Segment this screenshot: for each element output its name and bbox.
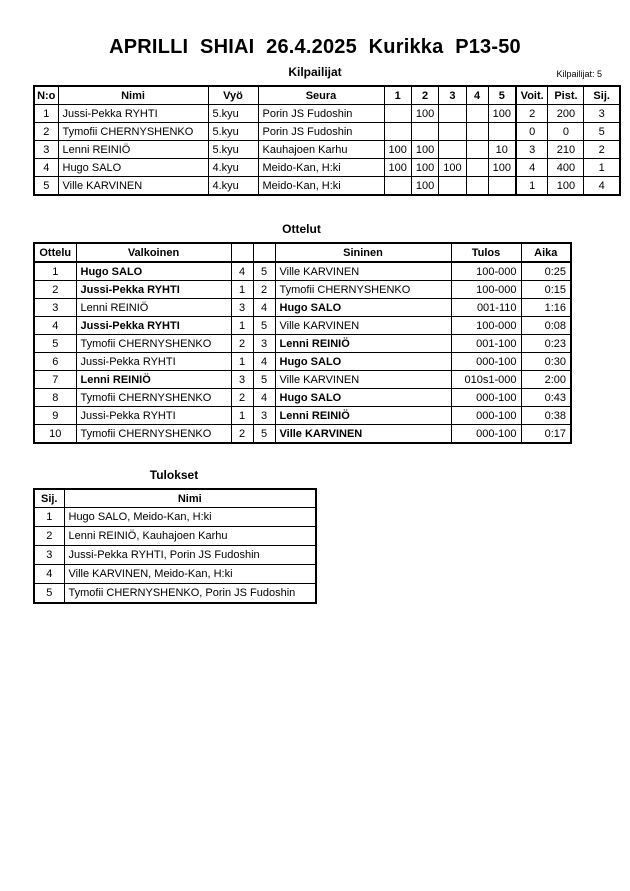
results-header-row xyxy=(34,489,316,508)
score-vs-5 xyxy=(488,123,516,141)
competitor-points: 200 xyxy=(548,105,584,123)
result-name: Hugo SALO, Meido-Kan, H:ki xyxy=(64,508,316,527)
matches-section-head xyxy=(0,222,630,238)
blue-name xyxy=(275,371,451,389)
match-row xyxy=(34,335,571,353)
col-header-time: Aika xyxy=(521,243,571,262)
white-number: 1 xyxy=(231,353,253,371)
score-vs-1 xyxy=(384,177,411,196)
score-vs-4 xyxy=(466,105,488,123)
white-name-text: Lenni REINIÖ xyxy=(80,373,151,386)
competitor-name: Ville KARVINEN xyxy=(58,177,208,196)
blue-name-text: Lenni REINIÖ xyxy=(279,409,350,422)
result-row xyxy=(34,508,316,527)
result-row xyxy=(34,546,316,565)
competitor-place: 3 xyxy=(584,105,620,123)
blue-number: 2 xyxy=(253,281,275,299)
col-header-place: Sij. xyxy=(34,489,64,508)
blue-name-text: Lenni REINIÖ xyxy=(279,337,350,350)
white-name xyxy=(76,317,231,335)
col-header-4: 4 xyxy=(466,86,488,105)
match-no: 10 xyxy=(34,425,76,444)
col-header-points: Pist. xyxy=(548,86,584,105)
col-header-2: 2 xyxy=(411,86,438,105)
col-header-no: N:o xyxy=(34,86,58,105)
match-result: 000-100 xyxy=(451,425,521,444)
competitors-count: Kilpailijat: 5 xyxy=(556,69,602,79)
competitor-row xyxy=(34,141,620,159)
blue-name-text: Ville KARVINEN xyxy=(279,265,360,278)
score-vs-5 xyxy=(488,177,516,196)
match-row xyxy=(34,425,571,444)
match-result: 010s1-000 xyxy=(451,371,521,389)
competitor-points: 400 xyxy=(548,159,584,177)
competitor-name: Lenni REINIÖ xyxy=(58,141,208,159)
competitor-place: 5 xyxy=(584,123,620,141)
col-header-place: Sij. xyxy=(584,86,620,105)
result-place: 4 xyxy=(34,565,64,584)
score-vs-1 xyxy=(384,123,411,141)
matches-section-title: Ottelut xyxy=(282,222,321,236)
competitor-club: Porin JS Fudoshin xyxy=(258,105,384,123)
score-vs-1: 100 xyxy=(384,159,411,177)
result-place: 3 xyxy=(34,546,64,565)
white-name-text: Hugo SALO xyxy=(80,265,143,278)
competitor-no: 1 xyxy=(34,105,58,123)
match-time: 0:08 xyxy=(521,317,571,335)
match-row xyxy=(34,299,571,317)
white-name-text: Jussi-Pekka RYHTI xyxy=(80,283,180,296)
competitor-row xyxy=(34,159,620,177)
blue-number: 5 xyxy=(253,317,275,335)
white-number: 1 xyxy=(231,281,253,299)
blue-number: 4 xyxy=(253,353,275,371)
blue-number: 5 xyxy=(253,425,275,444)
result-place: 1 xyxy=(34,508,64,527)
white-name xyxy=(76,281,231,299)
score-vs-4 xyxy=(466,123,488,141)
match-result: 000-100 xyxy=(451,353,521,371)
score-vs-1 xyxy=(384,105,411,123)
match-row xyxy=(34,262,571,281)
score-vs-3: 100 xyxy=(439,159,466,177)
blue-name xyxy=(275,407,451,425)
competitor-no: 2 xyxy=(34,123,58,141)
score-vs-2 xyxy=(411,123,438,141)
match-time: 2:00 xyxy=(521,371,571,389)
match-result: 100-000 xyxy=(451,317,521,335)
competitor-belt: 5.kyu xyxy=(208,123,258,141)
match-no: 8 xyxy=(34,389,76,407)
match-result: 100-000 xyxy=(451,281,521,299)
score-vs-4 xyxy=(466,159,488,177)
white-name-text: Jussi-Pekka RYHTI xyxy=(80,319,180,332)
match-time: 0:25 xyxy=(521,262,571,281)
col-header-name: Nimi xyxy=(64,489,316,508)
white-name xyxy=(76,389,231,407)
competitor-points: 210 xyxy=(548,141,584,159)
match-no: 3 xyxy=(34,299,76,317)
competitor-belt: 5.kyu xyxy=(208,141,258,159)
blue-name-text: Hugo SALO xyxy=(279,355,342,368)
competitor-place: 1 xyxy=(584,159,620,177)
competitor-belt: 4.kyu xyxy=(208,159,258,177)
col-header-belt: Vyö xyxy=(208,86,258,105)
competitor-points: 100 xyxy=(548,177,584,196)
competitor-row xyxy=(34,123,620,141)
match-result: 100-000 xyxy=(451,262,521,281)
white-name-text: Jussi-Pekka RYHTI xyxy=(80,355,176,368)
blue-name xyxy=(275,281,451,299)
result-name: Jussi-Pekka RYHTI, Porin JS Fudoshin xyxy=(64,546,316,565)
results-section-title: Tulokset xyxy=(149,468,199,482)
competitor-belt: 4.kyu xyxy=(208,177,258,196)
match-time: 0:23 xyxy=(521,335,571,353)
blue-name xyxy=(275,425,451,444)
competitors-section-head xyxy=(0,65,630,81)
competitor-club: Kauhajoen Karhu xyxy=(258,141,384,159)
col-header-white: Valkoinen xyxy=(76,243,231,262)
white-number: 1 xyxy=(231,317,253,335)
page-title: APRILLI SHIAI 26.4.2025 Kurikka P13-50 xyxy=(109,36,521,58)
blue-name xyxy=(275,299,451,317)
match-row xyxy=(34,317,571,335)
white-number: 3 xyxy=(231,371,253,389)
score-vs-4 xyxy=(466,141,488,159)
matches-header-row xyxy=(34,243,571,262)
match-row xyxy=(34,371,571,389)
white-number: 2 xyxy=(231,389,253,407)
blue-name-text: Ville KARVINEN xyxy=(279,373,360,386)
blue-name xyxy=(275,317,451,335)
blue-name xyxy=(275,262,451,281)
competitor-name: Hugo SALO xyxy=(58,159,208,177)
score-vs-3 xyxy=(439,123,466,141)
result-row xyxy=(34,565,316,584)
result-row xyxy=(34,584,316,604)
result-name: Ville KARVINEN, Meido-Kan, H:ki xyxy=(64,565,316,584)
white-name xyxy=(76,335,231,353)
result-row xyxy=(34,527,316,546)
match-no: 6 xyxy=(34,353,76,371)
white-name xyxy=(76,353,231,371)
match-no: 5 xyxy=(34,335,76,353)
col-header-white-number xyxy=(231,243,253,262)
match-time: 0:43 xyxy=(521,389,571,407)
col-header-3: 3 xyxy=(439,86,466,105)
match-row xyxy=(34,407,571,425)
competitor-no: 4 xyxy=(34,159,58,177)
competitor-wins: 0 xyxy=(516,123,548,141)
score-vs-4 xyxy=(466,177,488,196)
white-name xyxy=(76,262,231,281)
result-place: 5 xyxy=(34,584,64,604)
match-result: 001-100 xyxy=(451,335,521,353)
match-no: 1 xyxy=(34,262,76,281)
white-name-text: Tymofii CHERNYSHENKO xyxy=(80,337,212,350)
competitor-row xyxy=(34,177,620,196)
score-vs-2: 100 xyxy=(411,159,438,177)
results-table xyxy=(33,488,317,604)
competitor-wins: 1 xyxy=(516,177,548,196)
blue-name xyxy=(275,353,451,371)
results-section-head xyxy=(0,468,630,484)
blue-name xyxy=(275,389,451,407)
blue-name-text: Tymofii CHERNYSHENKO xyxy=(279,283,411,296)
competitor-name: Jussi-Pekka RYHTI xyxy=(58,105,208,123)
score-vs-3 xyxy=(439,105,466,123)
col-header-5: 5 xyxy=(488,86,516,105)
score-vs-5: 10 xyxy=(488,141,516,159)
score-vs-2: 100 xyxy=(411,141,438,159)
matches-table xyxy=(33,242,572,444)
competitor-wins: 2 xyxy=(516,105,548,123)
competitor-row xyxy=(34,105,620,123)
blue-number: 3 xyxy=(253,407,275,425)
competitor-place: 4 xyxy=(584,177,620,196)
competitors-section-title: Kilpailijat xyxy=(288,65,342,79)
match-no: 4 xyxy=(34,317,76,335)
competitor-no: 3 xyxy=(34,141,58,159)
blue-number: 3 xyxy=(253,335,275,353)
col-header-blue-number xyxy=(253,243,275,262)
match-time: 0:38 xyxy=(521,407,571,425)
col-header-match-no: Ottelu xyxy=(34,243,76,262)
col-header-1: 1 xyxy=(384,86,411,105)
white-name-text: Tymofii CHERNYSHENKO xyxy=(80,427,212,440)
competitor-no: 5 xyxy=(34,177,58,196)
white-number: 2 xyxy=(231,425,253,444)
white-number: 2 xyxy=(231,335,253,353)
white-number: 1 xyxy=(231,407,253,425)
competitor-place: 2 xyxy=(584,141,620,159)
blue-name-text: Hugo SALO xyxy=(279,391,342,404)
competitor-belt: 5.kyu xyxy=(208,105,258,123)
blue-name-text: Ville KARVINEN xyxy=(279,319,360,332)
col-header-result: Tulos xyxy=(451,243,521,262)
white-name xyxy=(76,425,231,444)
match-time: 0:15 xyxy=(521,281,571,299)
score-vs-1: 100 xyxy=(384,141,411,159)
score-vs-2: 100 xyxy=(411,177,438,196)
blue-name-text: Hugo SALO xyxy=(279,301,342,314)
white-number: 4 xyxy=(231,262,253,281)
score-vs-3 xyxy=(439,141,466,159)
white-name xyxy=(76,407,231,425)
competitor-wins: 4 xyxy=(516,159,548,177)
competitor-club: Porin JS Fudoshin xyxy=(258,123,384,141)
blue-number: 4 xyxy=(253,389,275,407)
white-name xyxy=(76,371,231,389)
blue-number: 5 xyxy=(253,262,275,281)
match-no: 9 xyxy=(34,407,76,425)
blue-name xyxy=(275,335,451,353)
blue-name-text: Ville KARVINEN xyxy=(279,427,363,440)
match-row xyxy=(34,281,571,299)
match-no: 2 xyxy=(34,281,76,299)
blue-number: 4 xyxy=(253,299,275,317)
competitor-wins: 3 xyxy=(516,141,548,159)
white-name-text: Jussi-Pekka RYHTI xyxy=(80,409,176,422)
white-number: 3 xyxy=(231,299,253,317)
score-vs-5: 100 xyxy=(488,105,516,123)
match-time: 0:17 xyxy=(521,425,571,444)
competitor-club: Meido-Kan, H:ki xyxy=(258,159,384,177)
col-header-club: Seura xyxy=(258,86,384,105)
match-result: 001-110 xyxy=(451,299,521,317)
score-vs-3 xyxy=(439,177,466,196)
match-row xyxy=(34,353,571,371)
col-header-name: Nimi xyxy=(58,86,208,105)
match-no: 7 xyxy=(34,371,76,389)
blue-number: 5 xyxy=(253,371,275,389)
result-place: 2 xyxy=(34,527,64,546)
col-header-wins: Voit. xyxy=(516,86,548,105)
match-row xyxy=(34,389,571,407)
match-time: 0:30 xyxy=(521,353,571,371)
competitor-points: 0 xyxy=(548,123,584,141)
score-vs-5: 100 xyxy=(488,159,516,177)
competitors-table xyxy=(33,85,621,196)
white-name-text: Tymofii CHERNYSHENKO xyxy=(80,391,212,404)
match-result: 000-100 xyxy=(451,407,521,425)
white-name xyxy=(76,299,231,317)
white-name-text: Lenni REINIÖ xyxy=(80,301,149,314)
match-time: 1:16 xyxy=(521,299,571,317)
score-vs-2: 100 xyxy=(411,105,438,123)
competitor-club: Meido-Kan, H:ki xyxy=(258,177,384,196)
match-result: 000-100 xyxy=(451,389,521,407)
competitors-header-row xyxy=(34,86,620,105)
competitor-name: Tymofii CHERNYSHENKO xyxy=(58,123,208,141)
col-header-blue: Sininen xyxy=(275,243,451,262)
result-name: Tymofii CHERNYSHENKO, Porin JS Fudoshin xyxy=(64,584,316,604)
result-name: Lenni REINIÖ, Kauhajoen Karhu xyxy=(64,527,316,546)
